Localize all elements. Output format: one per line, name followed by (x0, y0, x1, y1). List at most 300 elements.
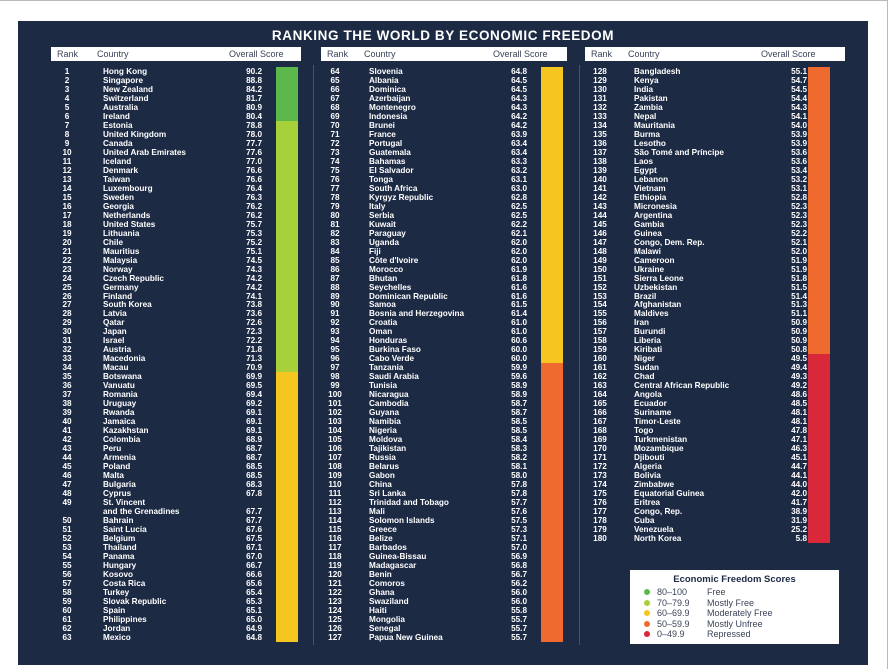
rank-header: Rank (57, 49, 79, 59)
country-cell: Uzbekistan (634, 282, 678, 292)
country-cell: Hong Kong (103, 67, 148, 76)
table-row (590, 238, 808, 247)
rank-cell: 52 (62, 533, 72, 543)
table-row (590, 220, 808, 229)
rank-cell: 132 (593, 102, 607, 112)
country-cell: Micronesia (634, 201, 677, 211)
table-row (590, 471, 808, 480)
table-row (57, 345, 276, 354)
country-cell: Seychelles (369, 282, 412, 292)
table-row (590, 417, 808, 426)
score-cell: 50.9 (791, 318, 807, 328)
table-row (325, 202, 541, 211)
country-cell: El Salvador (369, 165, 414, 175)
country-cell: Vanuatu (103, 381, 135, 391)
table-row (590, 94, 808, 103)
country-cell: Oman (369, 327, 393, 337)
country-cell: Uruguay (103, 399, 137, 409)
table-row (325, 381, 541, 390)
country-cell: Slovenia (369, 67, 403, 76)
country-cell: Switzerland (103, 93, 149, 103)
country-cell: France (369, 129, 396, 139)
table-row (325, 597, 541, 606)
country-cell: Bahrain (103, 516, 134, 525)
table-row (590, 462, 808, 471)
rank-cell: 106 (328, 444, 342, 454)
country-cell: Cambodia (369, 399, 409, 409)
table-row (325, 220, 541, 229)
table-row (590, 157, 808, 166)
country-cell: Haiti (369, 605, 387, 615)
table-row (590, 130, 808, 139)
rank-cell: 101 (328, 399, 342, 409)
rank-cell: 103 (328, 417, 342, 427)
country-cell: Bolivia (634, 471, 661, 481)
rank-cell: 147 (593, 237, 607, 247)
score-cell: 50.9 (791, 327, 807, 337)
score-cell: 61.9 (511, 264, 527, 274)
table-row (57, 354, 276, 363)
rank-cell: 128 (593, 67, 607, 76)
score-cell: 64.3 (511, 93, 527, 103)
country-cell: Djibouti (634, 453, 665, 463)
country-cell: Taiwan (103, 174, 131, 184)
rank-cell: 38 (62, 399, 72, 409)
rank-cell: 139 (593, 165, 607, 175)
table-row (325, 211, 541, 220)
score-cell: 76.2 (246, 210, 262, 220)
score-cell: 55.7 (511, 614, 527, 624)
rank-cell: 19 (62, 228, 72, 238)
score-cell: 65.4 (246, 587, 262, 597)
table-row (57, 399, 276, 408)
legend-dot-icon (644, 600, 650, 606)
score-cell: 90.2 (246, 67, 262, 76)
table-row (325, 300, 541, 309)
score-cell: 56.7 (511, 569, 527, 579)
table-row (325, 265, 541, 274)
rank-cell: 156 (593, 318, 607, 328)
table-row (57, 534, 276, 543)
legend-range: 70–79.9 (657, 597, 690, 608)
rank-cell: 137 (593, 147, 607, 157)
country-cell: Hungary (103, 560, 137, 570)
table-row (325, 498, 541, 507)
table-row (57, 336, 276, 345)
score-cell: 67.8 (246, 489, 262, 499)
rank-cell: 67 (330, 93, 340, 103)
country-cell: Austria (103, 345, 132, 355)
table-row (57, 444, 276, 453)
rank-cell: 114 (328, 516, 342, 525)
rank-cell: 65 (330, 75, 340, 85)
legend-range: 60–69.9 (657, 608, 690, 619)
table-row (57, 94, 276, 103)
score-cell: 64.9 (246, 623, 262, 633)
rank-cell: 172 (593, 462, 607, 472)
score-cell: 58.2 (511, 453, 527, 463)
rank-cell: 154 (593, 300, 607, 310)
country-cell: Ukraine (634, 264, 665, 274)
score-cell: 55.7 (511, 632, 527, 642)
country-cell: Eritrea (634, 498, 660, 508)
rank-cell: 36 (62, 381, 72, 391)
country-cell: Romania (103, 390, 138, 400)
rank-cell: 79 (330, 201, 340, 211)
table-row (57, 166, 276, 175)
country-cell: Côte d'Ivoire (369, 255, 419, 265)
table-row (57, 390, 276, 399)
country-cell: Mali (369, 507, 385, 517)
country-cell: Israel (103, 336, 125, 346)
rank-cell: 143 (593, 201, 607, 211)
score-cell: 49.5 (791, 354, 807, 364)
country-cell: Lithuania (103, 228, 140, 238)
score-cell: 55.8 (511, 605, 527, 615)
rank-cell: 55 (62, 560, 72, 570)
rank-header: Rank (591, 49, 613, 59)
score-cell: 56.0 (511, 587, 527, 597)
table-row (325, 175, 541, 184)
country-cell: Bahamas (369, 156, 406, 166)
score-cell: 68.5 (246, 462, 262, 472)
country-cell: Samoa (369, 300, 396, 310)
table-row (325, 148, 541, 157)
country-cell: Senegal (369, 623, 401, 633)
score-cell: 49.2 (791, 381, 807, 391)
country-cell: Guinea-Bissau (369, 551, 427, 561)
table-row (325, 633, 541, 642)
table-row (57, 327, 276, 336)
score-cell: 41.7 (791, 498, 807, 508)
table-row (57, 498, 276, 516)
table-row (325, 570, 541, 579)
country-cell: Tanzania (369, 363, 404, 373)
rank-cell: 64 (330, 67, 340, 76)
country-cell: Guyana (369, 408, 400, 418)
table-row (325, 130, 541, 139)
rank-cell: 70 (330, 120, 340, 130)
country-cell: Fiji (369, 246, 381, 256)
rank-cell: 6 (64, 111, 70, 121)
legend (630, 570, 839, 644)
score-cell: 64.8 (511, 67, 527, 76)
country-cell: United States (103, 219, 156, 229)
score-cell: 47.8 (791, 426, 807, 436)
score-cell: 56.9 (511, 551, 527, 561)
table-row (325, 139, 541, 148)
country-cell: Saint Lucia (103, 524, 147, 534)
score-cell: 56.0 (511, 596, 527, 606)
score-cell: 53.9 (791, 138, 807, 148)
score-cell: 64.5 (511, 84, 527, 94)
score-cell: 46.3 (791, 444, 807, 454)
score-cell: 81.7 (246, 93, 262, 103)
score-cell: 52.3 (791, 219, 807, 229)
country-cell: Thailand (103, 542, 137, 552)
table-row (325, 372, 541, 381)
table-row (57, 229, 276, 238)
score-cell: 58.9 (511, 381, 527, 391)
score-cell: 65.3 (246, 596, 262, 606)
score-cell: 25.2 (791, 524, 807, 534)
score-cell: 78.0 (246, 129, 262, 139)
score-color-bar (808, 354, 830, 543)
country-cell: Albania (369, 75, 399, 85)
country-cell: Ecuador (634, 399, 667, 409)
country-cell: Mauritius (103, 246, 140, 256)
rank-cell: 58 (62, 587, 72, 597)
table-row (57, 265, 276, 274)
country-cell: Costa Rica (103, 578, 146, 588)
score-cell: 71.8 (246, 345, 262, 355)
score-cell: 62.2 (511, 219, 527, 229)
country-cell: Tunisia (369, 381, 398, 391)
rank-cell: 108 (328, 462, 342, 472)
country-cell: Lebanon (634, 174, 669, 184)
table-row (590, 148, 808, 157)
score-cell: 74.5 (246, 255, 262, 265)
score-cell: 84.2 (246, 84, 262, 94)
rank-cell: 62 (62, 623, 72, 633)
table-row (57, 220, 276, 229)
rank-cell: 167 (593, 417, 607, 427)
table-row (57, 247, 276, 256)
country-cell: Congo, Dem. Rep. (634, 237, 705, 247)
score-color-bar (541, 363, 563, 641)
country-cell: Zambia (634, 102, 663, 112)
score-cell: 51.5 (791, 282, 807, 292)
table-row (590, 202, 808, 211)
table-row (325, 238, 541, 247)
rank-cell: 60 (62, 605, 72, 615)
score-cell: 74.2 (246, 282, 262, 292)
rank-cell: 89 (330, 291, 340, 301)
score-cell: 53.6 (791, 147, 807, 157)
score-cell: 63.4 (511, 147, 527, 157)
country-cell: Afghanistan (634, 300, 682, 310)
score-cell: 72.2 (246, 336, 262, 346)
score-cell: 68.7 (246, 453, 262, 463)
country-cell: China (369, 480, 392, 490)
rank-cell: 107 (328, 453, 342, 463)
score-cell: 44.7 (791, 462, 807, 472)
country-cell: Burkina Faso (369, 345, 421, 355)
score-cell: 75.1 (246, 246, 262, 256)
table-row (325, 94, 541, 103)
rank-cell: 25 (62, 282, 72, 292)
table-row (57, 453, 276, 462)
score-cell: 62.1 (511, 228, 527, 238)
table-row (57, 292, 276, 301)
table-row (590, 399, 808, 408)
table-row (590, 345, 808, 354)
table-row (57, 103, 276, 112)
country-cell: Spain (103, 605, 126, 615)
column-divider (579, 65, 580, 645)
score-cell: 58.7 (511, 399, 527, 409)
country-cell: St. Vincent and the Grenadines (103, 498, 180, 516)
table-row (57, 597, 276, 606)
rank-cell: 41 (62, 426, 72, 436)
country-cell: Cuba (634, 516, 655, 525)
rank-cell: 44 (62, 453, 72, 463)
rank-cell: 16 (62, 201, 72, 211)
score-cell: 52.1 (791, 237, 807, 247)
rank-cell: 130 (593, 84, 607, 94)
score-cell: 53.4 (791, 165, 807, 175)
table-row (590, 408, 808, 417)
score-cell: 48.6 (791, 390, 807, 400)
score-cell: 62.0 (511, 255, 527, 265)
rank-cell: 43 (62, 444, 72, 454)
country-cell: Montenegro (369, 102, 416, 112)
rank-cell: 29 (62, 318, 72, 328)
rank-cell: 77 (330, 183, 340, 193)
score-cell: 52.3 (791, 201, 807, 211)
table-row (590, 309, 808, 318)
rank-cell: 30 (62, 327, 72, 337)
rank-cell: 76 (330, 174, 340, 184)
table-row (590, 300, 808, 309)
country-cell: United Arab Emirates (103, 147, 186, 157)
country-cell: Armenia (103, 453, 136, 463)
rank-cell: 48 (62, 489, 72, 499)
country-cell: Uganda (369, 237, 400, 247)
rank-cell: 174 (593, 480, 607, 490)
score-cell: 48.5 (791, 399, 807, 409)
rank-cell: 63 (62, 632, 72, 642)
score-cell: 52.8 (791, 192, 807, 202)
table-row (325, 399, 541, 408)
table-row (590, 507, 808, 516)
rank-cell: 13 (62, 174, 72, 184)
country-cell: Honduras (369, 336, 408, 346)
score-cell: 61.5 (511, 300, 527, 310)
table-row (325, 256, 541, 265)
table-row (57, 633, 276, 642)
table-row (57, 525, 276, 534)
country-cell: Singapore (103, 75, 144, 85)
country-cell: Vietnam (634, 183, 666, 193)
rank-cell: 170 (593, 444, 607, 454)
rank-cell: 34 (62, 363, 72, 373)
country-cell: Rwanda (103, 408, 135, 418)
score-cell: 64.3 (511, 102, 527, 112)
score-cell: 74.1 (246, 291, 262, 301)
country-cell: Turkey (103, 587, 130, 597)
table-row (590, 444, 808, 453)
score-cell: 67.7 (246, 516, 262, 525)
country-cell: Colombia (103, 435, 141, 445)
rank-cell: 11 (62, 156, 72, 166)
country-cell: Equatorial Guinea (634, 489, 705, 499)
rank-cell: 111 (328, 489, 342, 499)
legend-range: 80–100 (657, 587, 688, 597)
table-row (57, 309, 276, 318)
rank-cell: 175 (593, 489, 607, 499)
country-cell: Cyprus (103, 489, 132, 499)
country-cell: Brazil (634, 291, 657, 301)
table-row (57, 606, 276, 615)
legend-label: Mostly Free (707, 597, 755, 608)
rank-cell: 72 (330, 138, 340, 148)
country-cell: Russia (369, 453, 396, 463)
country-cell: Niger (634, 354, 655, 364)
score-cell: 52.2 (791, 228, 807, 238)
country-cell: Turkmenistan (634, 435, 688, 445)
table-row (325, 426, 541, 435)
table-row (325, 435, 541, 444)
country-cell: Ethiopia (634, 192, 667, 202)
table-row (590, 372, 808, 381)
rank-cell: 88 (330, 282, 340, 292)
score-cell: 58.3 (511, 444, 527, 454)
rank-cell: 71 (330, 129, 340, 139)
score-cell: 64.5 (511, 75, 527, 85)
table-row (57, 318, 276, 327)
rank-cell: 126 (328, 623, 342, 633)
table-row (325, 552, 541, 561)
country-cell: Brunei (369, 120, 395, 130)
rank-cell: 39 (62, 408, 72, 418)
score-cell: 51.8 (791, 273, 807, 283)
country-cell: Slovak Republic (103, 596, 167, 606)
country-cell: Suriname (634, 408, 672, 418)
rank-cell: 171 (593, 453, 607, 463)
score-cell: 76.2 (246, 201, 262, 211)
table-row (325, 516, 541, 525)
score-cell: 69.1 (246, 408, 262, 418)
table-row (57, 148, 276, 157)
score-header: Overall Score (761, 49, 816, 59)
table-row (590, 85, 808, 94)
rank-cell: 80 (330, 210, 340, 220)
country-cell: Sudan (634, 363, 660, 373)
score-cell: 54.4 (791, 93, 807, 103)
rank-cell: 1 (64, 67, 70, 76)
table-row (590, 381, 808, 390)
rank-cell: 91 (330, 309, 340, 319)
score-cell: 45.1 (791, 453, 807, 463)
country-cell: Croatia (369, 318, 398, 328)
rank-cell: 123 (328, 596, 342, 606)
score-cell: 50.8 (791, 345, 807, 355)
rank-cell: 149 (593, 255, 607, 265)
table-row (57, 480, 276, 489)
legend-label: Free (707, 587, 726, 597)
score-cell: 74.2 (246, 273, 262, 283)
rank-cell: 27 (62, 300, 72, 310)
table-row (325, 229, 541, 238)
table-row (325, 318, 541, 327)
rank-cell: 2 (64, 75, 70, 85)
country-cell: Estonia (103, 120, 133, 130)
country-cell: Gabon (369, 471, 395, 481)
country-cell: Jordan (103, 623, 131, 633)
rank-cell: 74 (330, 156, 340, 166)
legend-dot-icon (644, 631, 650, 637)
rank-cell: 113 (328, 507, 342, 517)
score-cell: 51.4 (791, 291, 807, 301)
country-cell: India (634, 84, 654, 94)
rank-cell: 141 (593, 183, 607, 193)
table-row (590, 336, 808, 345)
rank-cell: 54 (62, 551, 72, 561)
rank-cell: 160 (593, 354, 607, 364)
rank-cell: 104 (328, 426, 342, 436)
table-row (590, 274, 808, 283)
